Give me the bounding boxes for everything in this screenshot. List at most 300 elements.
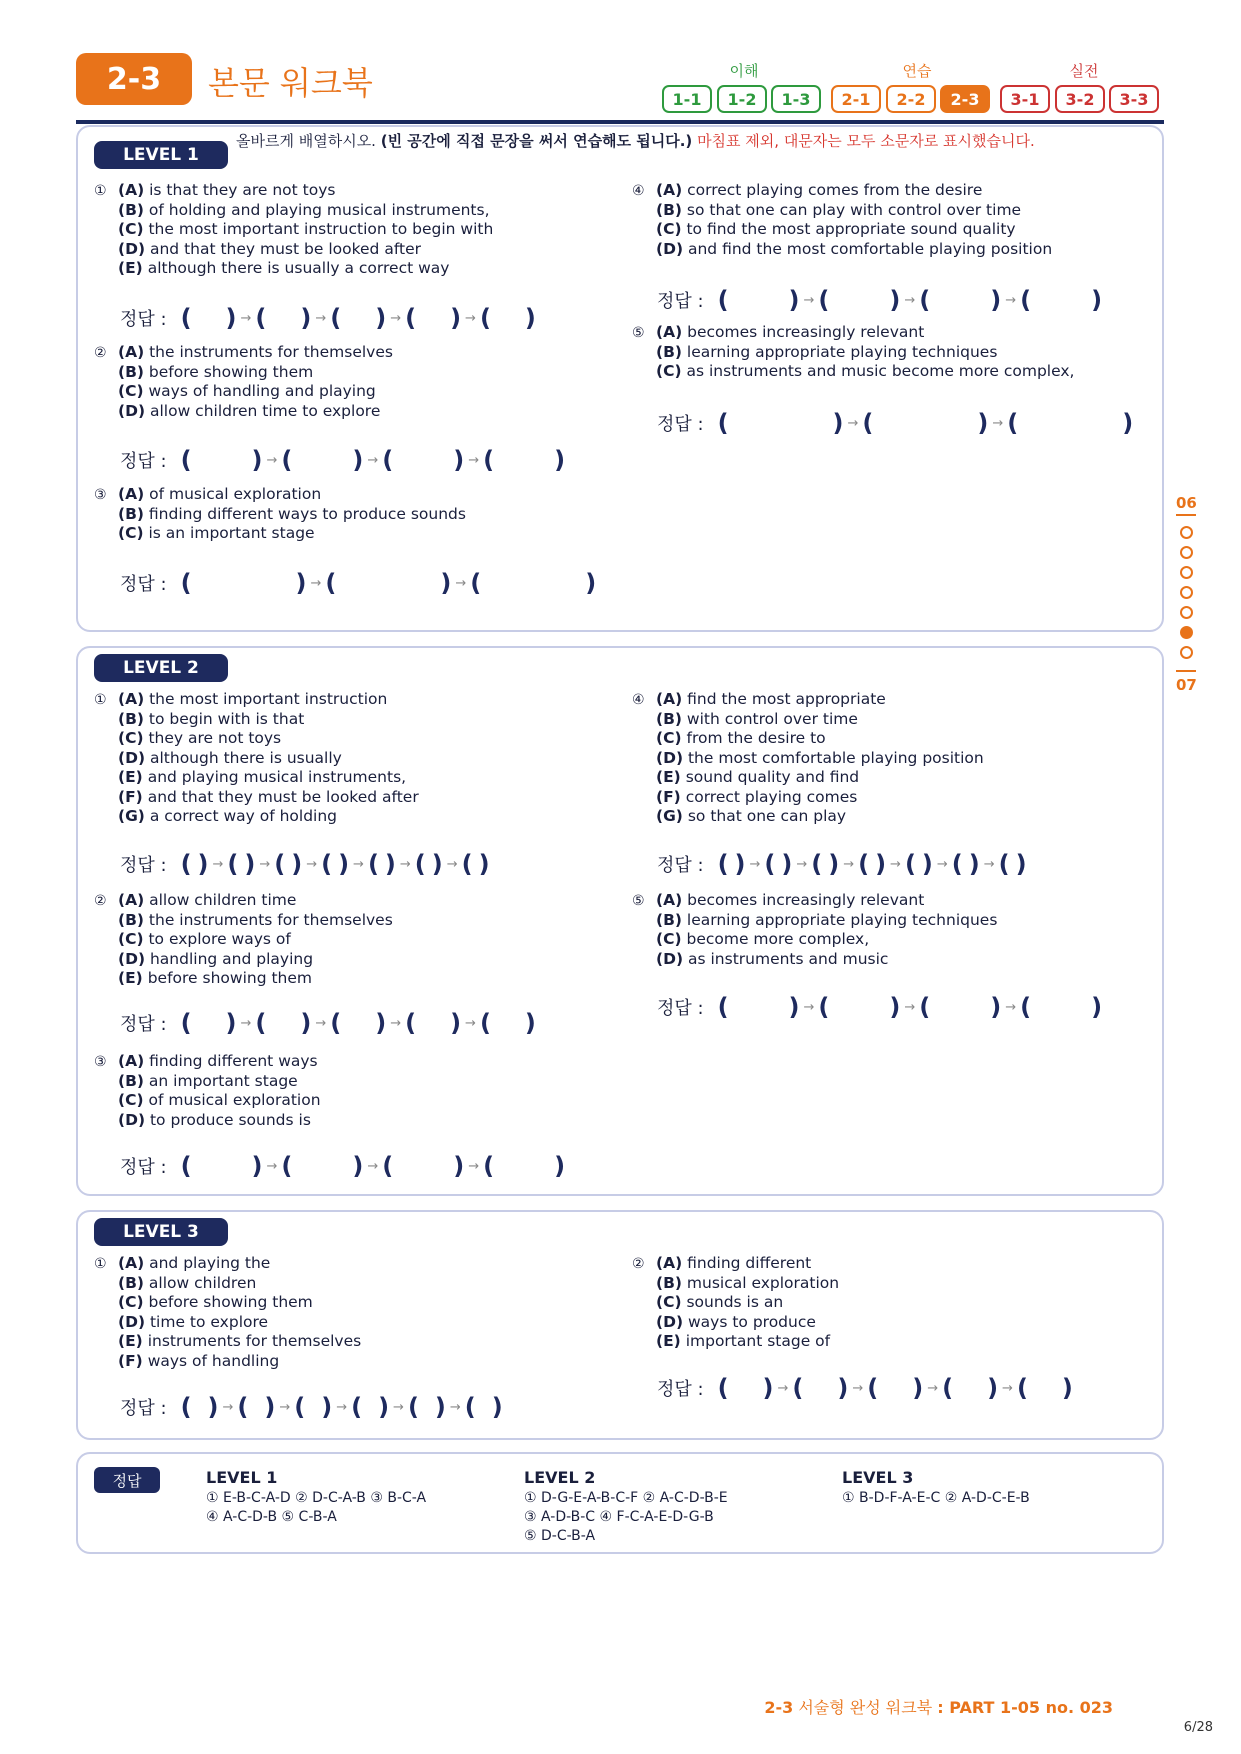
option-text: becomes increasingly relevant — [687, 891, 925, 909]
arrow-icon: → — [279, 1399, 291, 1415]
instruction-note: (빈 공간에 직접 문장을 써서 연습해도 됩니다.) — [380, 132, 693, 150]
option-b — [94, 505, 466, 525]
open-paren: ( — [951, 850, 963, 878]
option-text: finding different ways — [149, 1052, 318, 1070]
open-paren: ( — [281, 1152, 293, 1180]
answer-slot[interactable] — [1017, 1374, 1073, 1402]
option-text: important stage of — [685, 1332, 831, 1350]
option-letter: (A) — [118, 1254, 145, 1272]
close-paren: ) — [352, 446, 364, 474]
option-c — [94, 524, 466, 544]
open-paren: ( — [180, 304, 192, 332]
arrow-icon: → — [465, 310, 476, 326]
open-paren: ( — [479, 304, 491, 332]
answer-slot[interactable] — [811, 850, 839, 878]
answer-slot[interactable] — [181, 304, 237, 332]
arrow-icon: → — [266, 1158, 278, 1174]
option-text: sounds is an — [686, 1293, 784, 1311]
answer-slot[interactable] — [405, 1009, 461, 1037]
close-paren: ) — [762, 1374, 774, 1402]
option-letter: (B) — [118, 1071, 144, 1090]
answer-slot[interactable] — [330, 304, 386, 332]
open-paren: ( — [818, 286, 830, 314]
answer-slot[interactable] — [867, 1374, 923, 1402]
option-text: finding different — [687, 1254, 812, 1272]
option-text: becomes increasingly relevant — [687, 323, 925, 341]
option-text: the most important instruction to begin with — [148, 220, 494, 238]
option-a — [94, 343, 393, 363]
side-index-dot — [1180, 566, 1193, 579]
open-paren: ( — [180, 569, 192, 597]
option-text: is that they are not toys — [149, 181, 336, 199]
arrow-icon: → — [353, 856, 364, 872]
arrow-icon: → — [306, 856, 318, 872]
open-paren: ( — [414, 850, 426, 878]
close-paren: ) — [788, 993, 800, 1021]
option-f — [632, 788, 984, 808]
answer-slot[interactable] — [408, 1393, 446, 1421]
option-letter: (E) — [656, 768, 681, 786]
option-text: as instruments and music become more complex, — [686, 362, 1075, 380]
option-letter: (C) — [656, 1293, 682, 1311]
l2-item-2 — [94, 891, 393, 989]
side-index-bottom: 07 — [1176, 676, 1197, 694]
arrow-icon: → — [259, 856, 271, 872]
option-letter: (D) — [118, 239, 146, 258]
answer-slot[interactable] — [480, 304, 536, 332]
level-3-badge: LEVEL 3 — [94, 1218, 228, 1246]
l2-item-2-answer[interactable] — [120, 1009, 536, 1037]
answer-slot[interactable] — [919, 993, 1001, 1021]
open-paren: ( — [405, 304, 417, 332]
option-letter: (D) — [656, 1312, 684, 1331]
l2-item-5-answer[interactable] — [657, 993, 1102, 1021]
side-index-rule-bottom — [1176, 670, 1196, 672]
option-letter: (C) — [118, 930, 144, 948]
open-paren: ( — [330, 1009, 342, 1037]
answer-slot[interactable] — [321, 850, 349, 878]
arrow-icon: → — [449, 1399, 461, 1415]
close-paren: ) — [378, 1393, 390, 1421]
close-paren: ) — [251, 1152, 263, 1180]
option-text: correct playing comes — [685, 787, 858, 806]
answer-slot[interactable] — [718, 993, 800, 1021]
option-d — [94, 1111, 321, 1131]
answer-slot[interactable] — [862, 409, 988, 437]
close-paren: ) — [321, 1393, 333, 1421]
l1-item-3 — [94, 485, 466, 544]
answer-slot[interactable] — [368, 850, 396, 878]
tab-1-1[interactable]: 1-1 — [662, 85, 712, 113]
instruction-warning: 마침표 제외, 대문자는 모두 소문자로 표시했습니다. — [692, 132, 1035, 150]
arrow-icon: → — [240, 1015, 252, 1031]
arrow-icon: → — [315, 310, 327, 326]
open-paren: ( — [717, 850, 729, 878]
answer-slot[interactable] — [465, 1393, 503, 1421]
answer-key-line: ④ A-C-D-B ⑤ C-B-A — [206, 1509, 337, 1525]
arrow-icon: → — [904, 292, 916, 308]
answer-slot[interactable] — [382, 1152, 464, 1180]
option-letter: (C) — [118, 1091, 144, 1109]
option-text: before showing them — [147, 969, 313, 987]
l3-item-2-answer[interactable] — [657, 1374, 1073, 1402]
option-letter: (D) — [118, 1312, 146, 1331]
option-text: before showing them — [148, 1293, 313, 1311]
close-paren: ) — [450, 1009, 462, 1037]
option-text: time to explore — [149, 1312, 269, 1331]
option-b — [94, 1274, 361, 1294]
l2-item-4-answer[interactable] — [657, 850, 1027, 878]
answer-label: 정답 : — [657, 291, 704, 312]
option-text: of musical exploration — [149, 485, 322, 503]
answer-slot[interactable] — [274, 850, 302, 878]
answer-key-line: ③ A-D-B-C ④ F-C-A-E-D-G-B — [524, 1509, 714, 1525]
option-text: to produce sounds is — [149, 1110, 311, 1129]
answer-slot[interactable] — [462, 850, 490, 878]
option-text: so that one can play — [687, 807, 847, 825]
option-letter: (A) — [656, 1254, 683, 1272]
open-paren: ( — [811, 850, 823, 878]
option-letter: (A) — [656, 690, 683, 708]
arrow-icon: → — [367, 1158, 379, 1174]
answer-slot[interactable] — [999, 850, 1027, 878]
option-b — [94, 911, 393, 931]
l2-item-3-answer[interactable] — [120, 1152, 565, 1180]
tab-3-3[interactable]: 3-3 — [1109, 85, 1159, 113]
option-a — [94, 1052, 321, 1072]
option-text: allow children time to explore — [149, 401, 381, 420]
page-number: 6/28 — [1183, 1720, 1213, 1735]
close-paren: ) — [300, 1009, 312, 1037]
answer-slot[interactable] — [325, 569, 451, 597]
answer-label: 정답 : — [120, 309, 167, 330]
l1-item-1-answer[interactable] — [120, 304, 536, 332]
answer-label: 정답 : — [120, 1398, 167, 1419]
level-2-badge: LEVEL 2 — [94, 654, 228, 682]
answer-slot[interactable] — [480, 1009, 536, 1037]
answer-slot[interactable] — [919, 286, 1001, 314]
l1-item-5-answer[interactable] — [657, 409, 1133, 437]
l1-item-5 — [632, 323, 1074, 382]
answer-slot[interactable] — [237, 1393, 275, 1421]
option-e — [94, 969, 393, 989]
item-number: ① — [94, 692, 107, 708]
answer-slot[interactable] — [718, 409, 844, 437]
answer-slot[interactable] — [382, 446, 464, 474]
answer-slot[interactable] — [330, 1009, 386, 1037]
answer-slot[interactable] — [718, 1374, 774, 1402]
answer-label: 정답 : — [120, 1157, 167, 1178]
answer-slot[interactable] — [818, 286, 900, 314]
close-paren: ) — [375, 304, 387, 332]
answer-slot[interactable] — [905, 850, 933, 878]
option-f — [94, 1352, 361, 1372]
close-paren: ) — [491, 1393, 503, 1421]
option-c — [632, 930, 997, 950]
open-paren: ( — [998, 850, 1010, 878]
open-paren: ( — [330, 304, 342, 332]
arrow-icon: → — [890, 856, 901, 872]
close-paren: ) — [1061, 1374, 1073, 1402]
option-text: find the most appropriate — [687, 690, 886, 708]
close-paren: ) — [875, 850, 887, 878]
close-paren: ) — [524, 304, 536, 332]
option-d — [632, 240, 1052, 260]
open-paren: ( — [405, 1009, 417, 1037]
answer-slot[interactable] — [281, 446, 363, 474]
answer-slot[interactable] — [483, 446, 565, 474]
option-text: instruments for themselves — [147, 1332, 362, 1350]
close-paren: ) — [453, 1152, 465, 1180]
answer-label: 정답 : — [120, 451, 167, 472]
item-number: ③ — [94, 487, 107, 503]
side-index-dot — [1180, 646, 1193, 659]
answer-slot[interactable] — [858, 850, 886, 878]
answer-slot[interactable] — [181, 1152, 263, 1180]
close-paren: ) — [375, 1009, 387, 1037]
arrow-icon: → — [266, 452, 278, 468]
option-a — [94, 891, 393, 911]
answer-key-level-3 — [842, 1468, 1030, 1508]
item-number: ④ — [632, 183, 645, 199]
answer-slot[interactable] — [181, 850, 209, 878]
option-a — [94, 485, 466, 505]
close-paren: ) — [1122, 409, 1134, 437]
option-letter: (B) — [656, 342, 682, 361]
answer-slot[interactable] — [818, 993, 900, 1021]
answer-slot[interactable] — [764, 850, 792, 878]
l1-item-1 — [94, 181, 493, 279]
close-paren: ) — [889, 993, 901, 1021]
tab-1-3[interactable]: 1-3 — [771, 85, 821, 113]
answer-slot[interactable] — [1007, 409, 1133, 437]
answer-slot[interactable] — [942, 1374, 998, 1402]
arrow-icon: → — [803, 999, 815, 1015]
tab-2-2[interactable]: 2-2 — [886, 85, 936, 113]
arrow-icon: → — [468, 452, 480, 468]
close-paren: ) — [197, 850, 209, 878]
l3-item-1-answer[interactable] — [120, 1393, 503, 1421]
option-letter: (C) — [118, 220, 144, 238]
item-number: ① — [94, 1256, 107, 1272]
option-letter: (B) — [118, 709, 144, 728]
close-paren: ) — [251, 446, 263, 474]
arrow-icon: → — [843, 856, 855, 872]
tab-1-2[interactable]: 1-2 — [717, 85, 767, 113]
answer-slot[interactable] — [181, 446, 263, 474]
item-number: ② — [94, 893, 107, 909]
option-text: as instruments and music — [687, 949, 889, 968]
open-paren: ( — [717, 993, 729, 1021]
option-text: to explore ways of — [148, 930, 291, 948]
option-d — [94, 950, 393, 970]
answer-slot[interactable] — [1020, 993, 1102, 1021]
tab-3-2[interactable]: 3-2 — [1055, 85, 1105, 113]
option-d — [632, 1313, 839, 1333]
option-letter: (C) — [656, 930, 682, 948]
item-number: ④ — [632, 692, 645, 708]
answer-slot[interactable] — [1020, 286, 1102, 314]
arrow-icon: → — [455, 575, 467, 591]
option-letter: (A) — [118, 343, 145, 361]
answer-slot[interactable] — [718, 286, 800, 314]
open-paren: ( — [764, 850, 776, 878]
answer-slot[interactable] — [718, 850, 746, 878]
option-letter: (A) — [118, 181, 145, 199]
open-paren: ( — [237, 1393, 249, 1421]
arrow-icon: → — [446, 856, 458, 872]
option-c — [632, 220, 1052, 240]
l1-item-4-answer[interactable] — [657, 286, 1102, 314]
option-c — [632, 362, 1074, 382]
option-text: they are not toys — [148, 729, 282, 747]
option-text: become more complex, — [686, 930, 870, 948]
item-number: ① — [94, 183, 107, 199]
answer-slot[interactable] — [294, 1393, 332, 1421]
option-letter: (C) — [118, 524, 144, 542]
option-letter: (A) — [656, 891, 683, 909]
close-paren: ) — [244, 850, 256, 878]
option-text: the most important instruction — [149, 690, 388, 708]
answer-slot[interactable] — [227, 850, 255, 878]
close-paren: ) — [225, 1009, 237, 1037]
option-d — [632, 749, 984, 769]
option-f — [94, 788, 419, 808]
l2-item-1-answer[interactable] — [120, 850, 490, 878]
close-paren: ) — [478, 850, 490, 878]
l1-item-2 — [94, 343, 393, 421]
option-letter: (E) — [118, 969, 143, 987]
answer-slot[interactable] — [483, 1152, 565, 1180]
option-text: with control over time — [686, 709, 858, 728]
option-letter: (A) — [656, 323, 683, 341]
close-paren: ) — [524, 1009, 536, 1037]
arrow-icon: → — [927, 1380, 939, 1396]
option-text: ways of handling and playing — [148, 382, 376, 400]
footer — [764, 1695, 1113, 1718]
answer-slot[interactable] — [181, 1393, 219, 1421]
answer-slot[interactable] — [792, 1374, 848, 1402]
option-text: although there is usually a correct way — [147, 259, 450, 277]
option-text: learning appropriate playing techniques — [686, 342, 998, 361]
answer-key-level-1-title: LEVEL 1 — [206, 1468, 278, 1487]
option-text: finding different ways to produce sounds — [148, 504, 466, 523]
tab-2-1[interactable]: 2-1 — [831, 85, 881, 113]
option-letter: (B) — [118, 910, 144, 929]
option-letter: (C) — [118, 382, 144, 400]
option-letter: (B) — [656, 910, 682, 929]
page-title: 본문 워크북 — [208, 64, 373, 102]
arrow-icon: → — [796, 856, 808, 872]
arrow-icon: → — [240, 310, 252, 326]
side-index-dot — [1180, 546, 1193, 559]
option-letter: (B) — [118, 1273, 144, 1292]
answer-slot[interactable] — [470, 569, 596, 597]
close-paren: ) — [434, 1393, 446, 1421]
arrow-icon: → — [222, 1399, 234, 1415]
answer-slot[interactable] — [181, 1009, 237, 1037]
option-letter: (A) — [118, 1052, 145, 1070]
option-text: handling and playing — [149, 949, 314, 968]
option-text: correct playing comes from the desire — [687, 181, 983, 199]
l1-item-3-answer[interactable] — [120, 569, 596, 597]
option-d — [94, 240, 493, 260]
option-letter: (B) — [118, 362, 144, 381]
answer-key-level-2-title: LEVEL 2 — [524, 1468, 596, 1487]
arrow-icon: → — [1005, 999, 1017, 1015]
arrow-icon: → — [465, 1015, 476, 1031]
answer-key-level-2 — [524, 1468, 728, 1546]
arrow-icon: → — [315, 1015, 327, 1031]
option-letter: (E) — [656, 1332, 681, 1350]
option-text: and that they must be looked after — [149, 239, 421, 258]
option-d — [94, 749, 419, 769]
close-paren: ) — [450, 304, 462, 332]
side-index-dot — [1180, 606, 1193, 619]
close-paren: ) — [1091, 286, 1103, 314]
open-paren: ( — [483, 446, 495, 474]
option-text: musical exploration — [686, 1273, 840, 1292]
close-paren: ) — [554, 1152, 566, 1180]
option-letter: (E) — [118, 1332, 143, 1350]
option-text: the instruments for themselves — [148, 910, 393, 929]
option-text: so that one can play with control over time — [686, 200, 1022, 219]
answer-slot[interactable] — [351, 1393, 389, 1421]
arrow-icon: → — [936, 856, 948, 872]
answer-slot[interactable] — [952, 850, 980, 878]
footer-text: 서술형 완성 워크북 — [793, 1698, 938, 1717]
answer-slot[interactable] — [181, 569, 307, 597]
answer-slot[interactable] — [405, 304, 461, 332]
arrow-icon: → — [367, 452, 379, 468]
option-letter: (D) — [118, 748, 146, 767]
close-paren: ) — [977, 409, 989, 437]
tab-3-1[interactable]: 3-1 — [1000, 85, 1050, 113]
option-b — [632, 911, 997, 931]
answer-slot[interactable] — [281, 1152, 363, 1180]
option-text: before showing them — [148, 362, 314, 381]
open-paren: ( — [407, 1393, 419, 1421]
option-c — [94, 220, 493, 240]
option-letter: (E) — [118, 259, 143, 277]
tab-2-3[interactable]: 2-3 — [940, 85, 990, 113]
section-badge: 2-3 — [76, 53, 192, 105]
answer-slot[interactable] — [415, 850, 443, 878]
level-1-badge: LEVEL 1 — [94, 141, 228, 169]
l1-item-2-answer[interactable] — [120, 446, 565, 474]
close-paren: ) — [990, 286, 1002, 314]
open-paren: ( — [351, 1393, 363, 1421]
answer-slot[interactable] — [255, 304, 311, 332]
close-paren: ) — [921, 850, 933, 878]
option-letter: (A) — [118, 485, 145, 503]
open-paren: ( — [382, 446, 394, 474]
option-letter: (B) — [656, 709, 682, 728]
group-label-exam: 실전 — [1069, 62, 1099, 80]
option-b — [632, 1274, 839, 1294]
close-paren: ) — [987, 1374, 999, 1402]
option-letter: (B) — [656, 1273, 682, 1292]
open-paren: ( — [483, 1152, 495, 1180]
answer-key-badge: 정답 — [94, 1467, 160, 1493]
option-letter: (D) — [656, 239, 684, 258]
instruction — [236, 131, 1136, 151]
option-letter: (B) — [656, 200, 682, 219]
answer-slot[interactable] — [255, 1009, 311, 1037]
option-text: ways to produce — [687, 1312, 816, 1331]
option-text: ways of handling — [147, 1351, 280, 1370]
close-paren: ) — [440, 569, 452, 597]
